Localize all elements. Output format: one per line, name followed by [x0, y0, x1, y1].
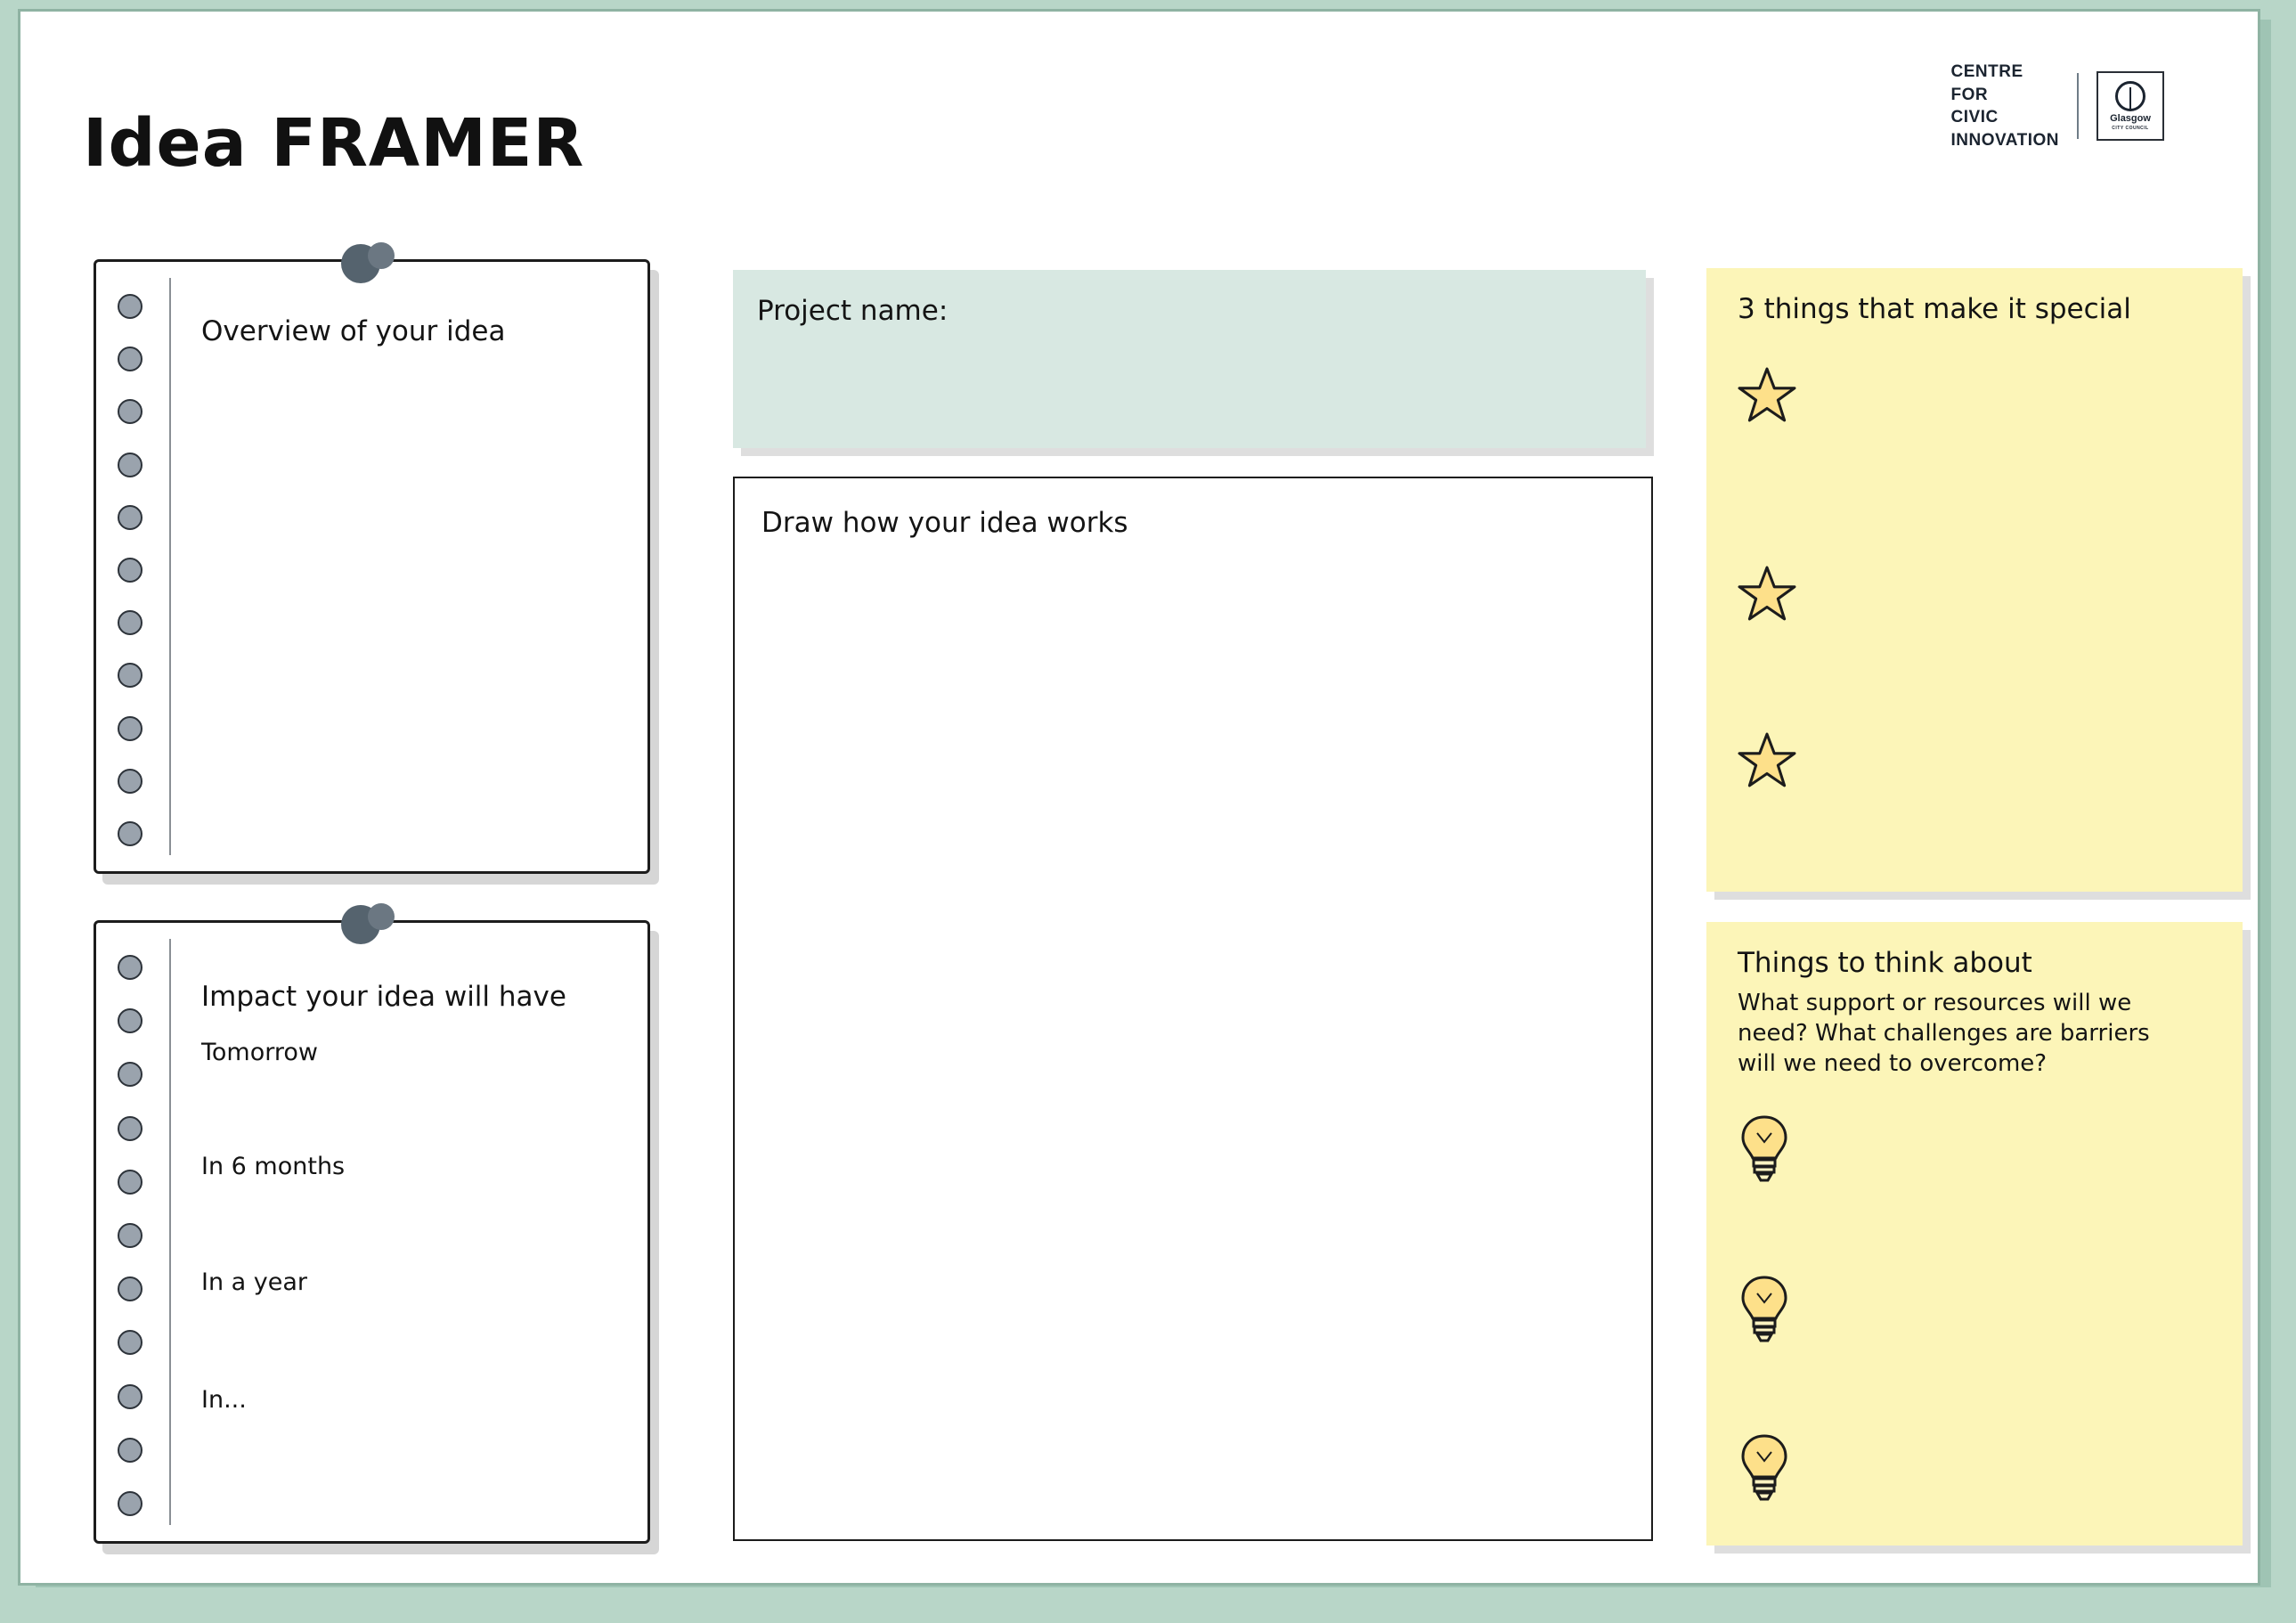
page-title: Idea FRAMER [83, 105, 585, 182]
project-name-label: Project name: [757, 295, 949, 327]
notepad-margin-line [169, 939, 171, 1525]
special-item-2[interactable] [1738, 565, 1796, 625]
draw-area-label: Draw how your idea works [761, 507, 1128, 539]
overview-notepad[interactable] [94, 259, 650, 874]
star-icon [1738, 366, 1796, 423]
frame-bottom-strip [0, 1594, 2296, 1623]
think-about-body: What support or resources will we need? What challenges are barriers will we need to overcome? [1738, 990, 2150, 1077]
think-item-2[interactable] [1738, 1274, 1791, 1347]
star-icon [1738, 731, 1796, 788]
glasgow-crest-icon [2097, 71, 2164, 141]
special-things-note[interactable] [1706, 268, 2243, 892]
draw-how-idea-works-area[interactable] [733, 477, 1653, 1541]
pin-icon [339, 242, 405, 283]
impact-notepad[interactable] [94, 920, 650, 1544]
think-item-3[interactable] [1738, 1432, 1791, 1505]
worksheet-sheet [18, 9, 2260, 1586]
special-item-3[interactable] [1738, 731, 1796, 792]
notepad-rings [118, 955, 148, 1516]
think-about-title: Things to think about [1738, 947, 2032, 979]
special-item-1[interactable] [1738, 366, 1796, 427]
impact-line-custom: In... [201, 1386, 247, 1414]
logo-text [1951, 61, 2059, 152]
crest-name: Glasgow [2110, 113, 2151, 125]
logo-divider [2077, 73, 2079, 139]
impact-line-a-year: In a year [201, 1268, 308, 1296]
crest-subtitle: CITY COUNCIL [2112, 126, 2149, 132]
pin-icon [339, 903, 405, 944]
lightbulb-icon [1738, 1432, 1791, 1502]
impact-line-6-months: In 6 months [201, 1153, 346, 1180]
logo-line-3: CIVIC [1950, 108, 1999, 127]
lightbulb-icon [1738, 1113, 1791, 1183]
overview-title: Overview of your idea [201, 315, 506, 347]
logo-line-4: INNOVATION [1950, 130, 2059, 150]
crest-emblem-icon [2115, 81, 2145, 111]
project-name-field[interactable] [733, 270, 1646, 448]
notepad-rings [118, 294, 148, 846]
logo-line-1: CENTRE [1950, 62, 2023, 81]
lightbulb-icon [1738, 1274, 1791, 1343]
special-things-title: 3 things that make it special [1738, 293, 2131, 325]
think-item-1[interactable] [1738, 1113, 1791, 1187]
logo-line-2: FOR [1950, 85, 1989, 104]
brand-logo [1951, 61, 2164, 152]
impact-line-tomorrow: Tomorrow [201, 1039, 318, 1066]
things-to-think-about-note[interactable] [1706, 922, 2243, 1546]
notepad-margin-line [169, 278, 171, 855]
impact-title: Impact your idea will have [201, 981, 566, 1013]
star-icon [1738, 565, 1796, 622]
